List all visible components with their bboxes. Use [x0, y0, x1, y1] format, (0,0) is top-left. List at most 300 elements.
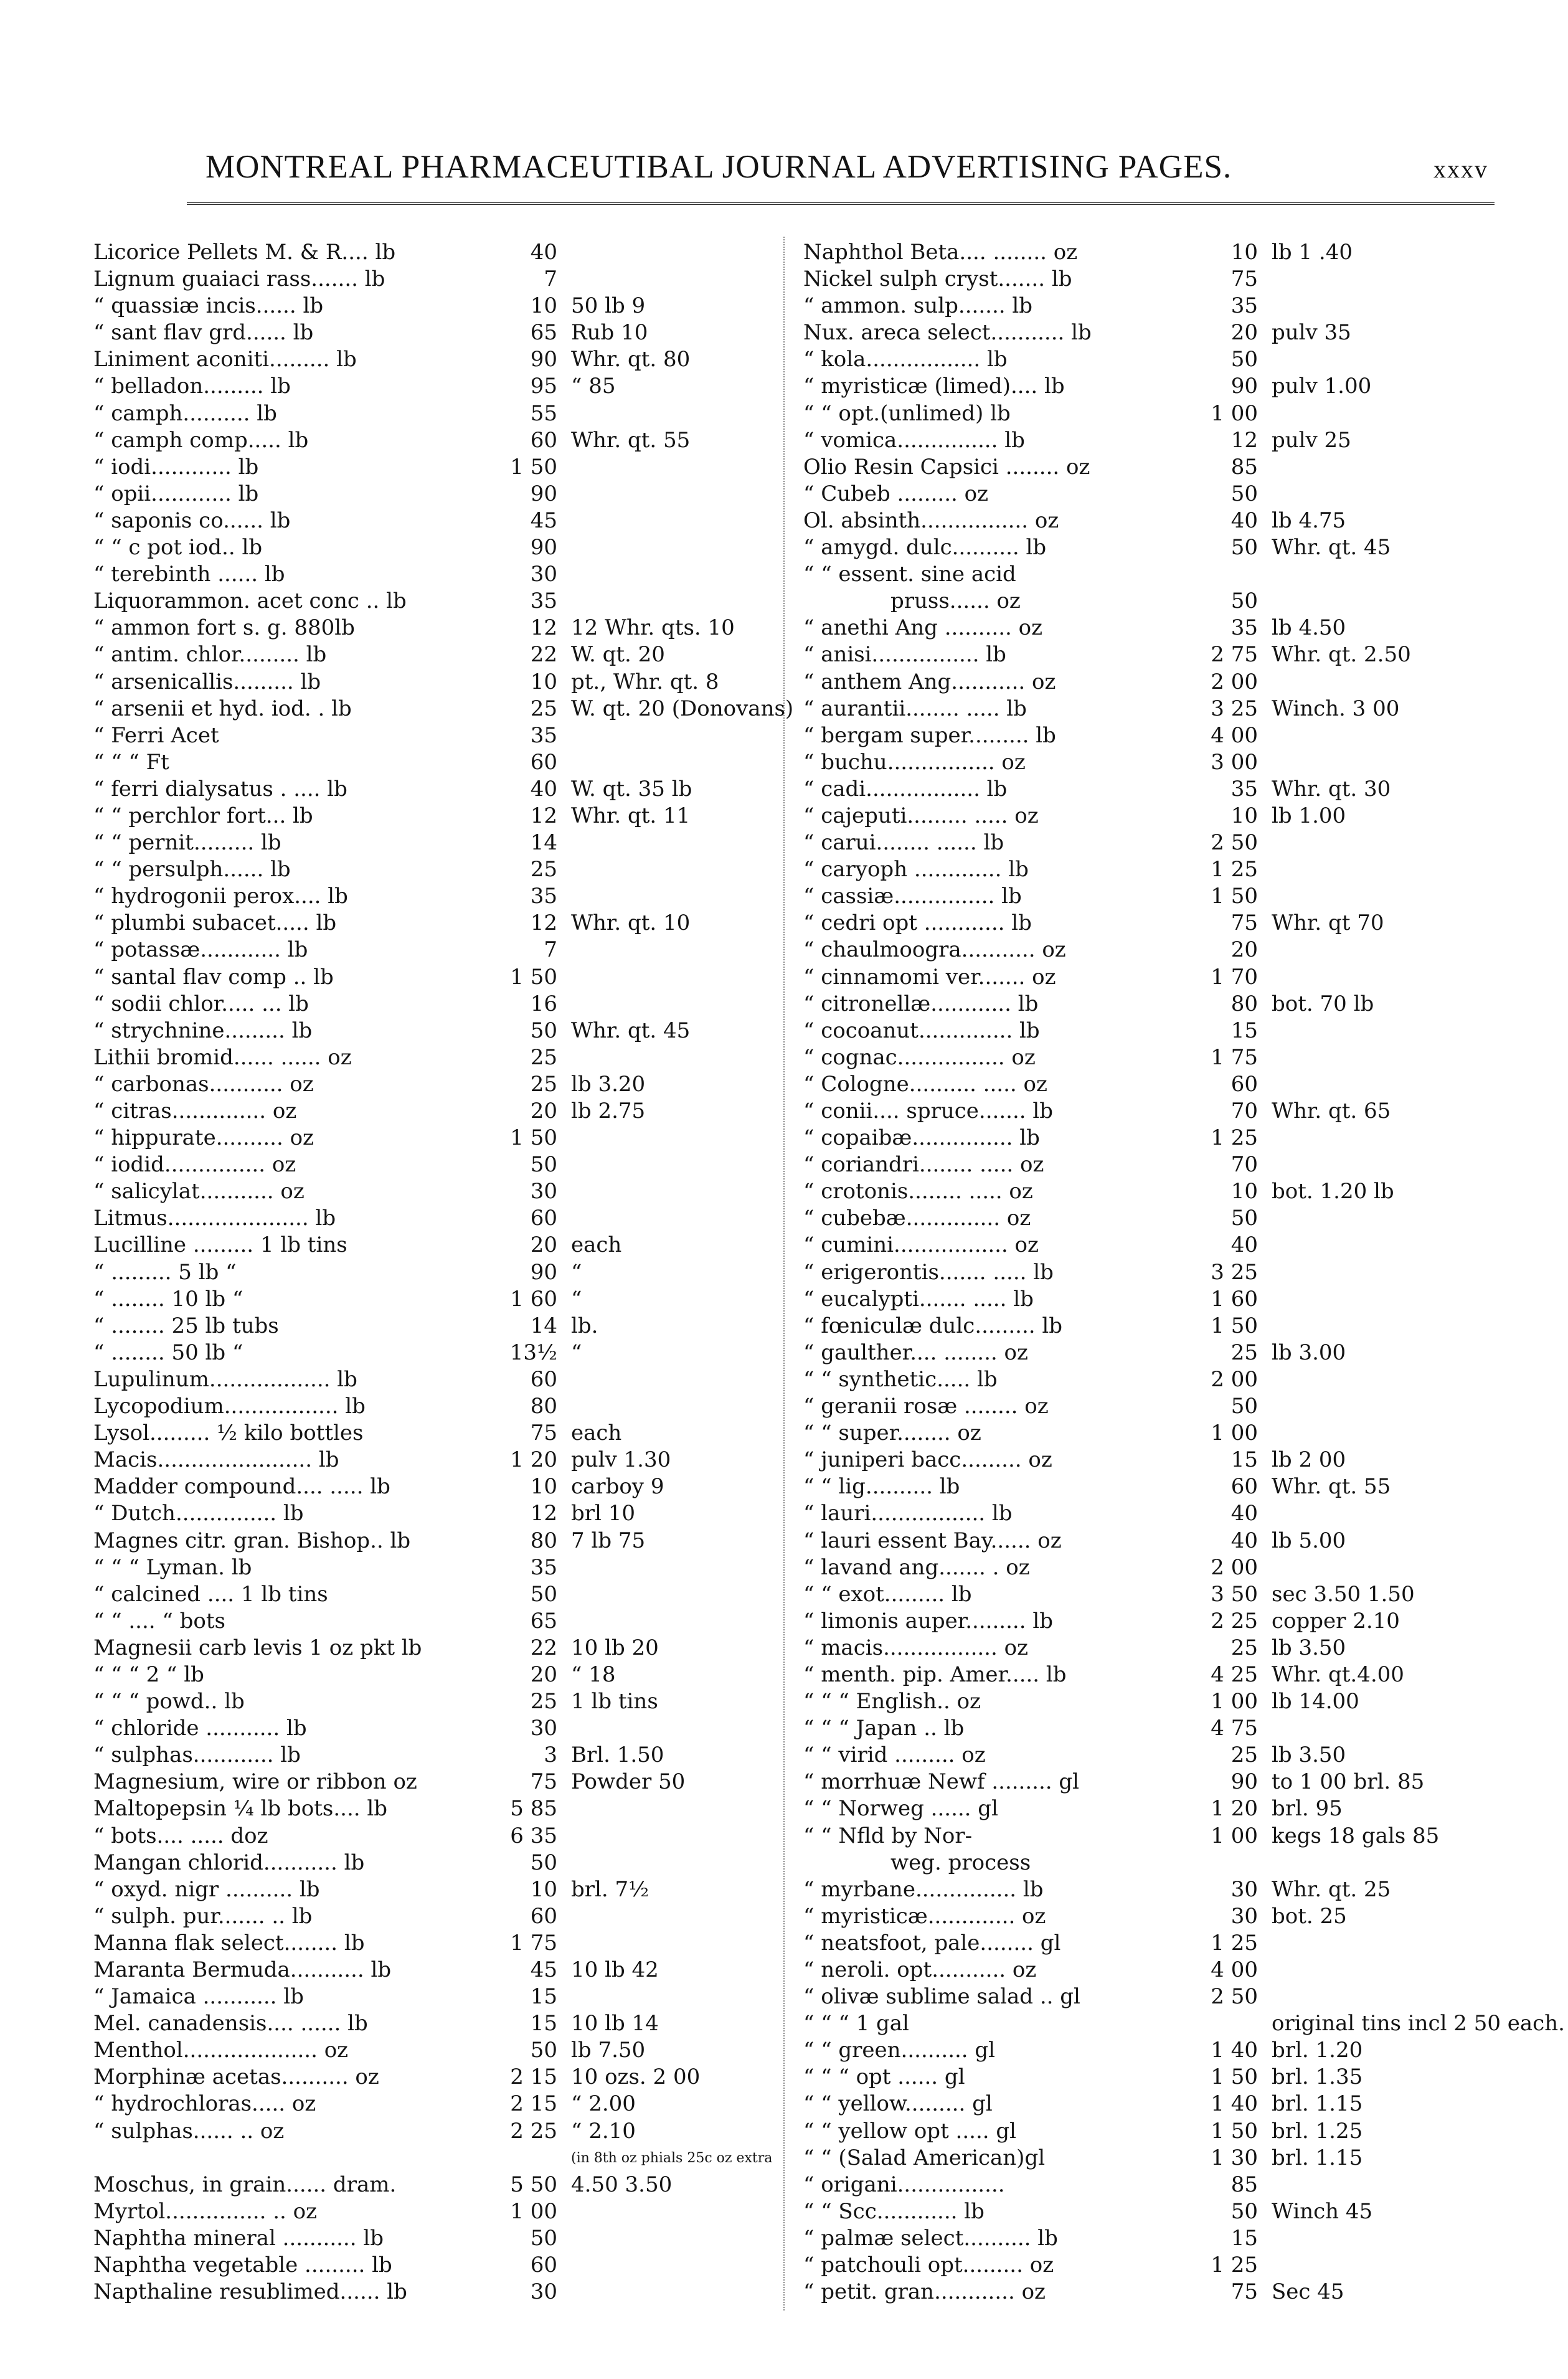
item-name: Madder compound.... ..... lb	[93, 1474, 390, 1500]
item-price: 90	[1230, 1769, 1258, 1795]
item-name: “ “ lig.......... lb	[803, 1474, 960, 1500]
price-list-entry	[803, 2279, 1565, 2306]
item-note: 12 Whr. qts. 10	[571, 615, 735, 641]
price-list-entry	[93, 1688, 793, 1715]
item-note	[565, 1554, 571, 1581]
item-note: 10 lb 20	[571, 1635, 659, 1660]
item-note	[565, 1850, 571, 1876]
item-price: 20	[1230, 937, 1258, 963]
item-price: 40	[1230, 1528, 1258, 1553]
item-name: “ anethi Ang .......... oz	[803, 615, 1043, 641]
item-name: “ quassiæ incis...... lb	[93, 293, 324, 319]
item-note: “ 18	[571, 1662, 616, 1687]
item-note	[565, 883, 571, 910]
price-list-entry	[93, 1473, 793, 1500]
price-list-entry	[803, 2064, 1565, 2091]
item-note: “ 85	[571, 374, 616, 399]
item-note	[565, 1930, 571, 1957]
item-note	[565, 239, 571, 266]
item-name: “ anthem Ang........... oz	[803, 669, 1056, 694]
item-name: “ opii............ lb	[93, 481, 259, 506]
price-list-entry	[93, 2010, 793, 2037]
item-note	[1265, 588, 1272, 615]
item-name: “ “ “ Ft	[93, 749, 169, 775]
price-list-entry	[93, 991, 793, 1018]
item-note	[1265, 1420, 1272, 1447]
item-name: Litmus..................... lb	[93, 1206, 336, 1231]
price-list-entry	[93, 1205, 793, 1232]
item-note: to 1 00 brl. 85	[1272, 1769, 1425, 1795]
item-price: 55	[530, 400, 557, 426]
item-name: “ “ synthetic..... lb	[803, 1366, 998, 1392]
item-name: “ erigerontis....... ..... lb	[803, 1259, 1054, 1285]
item-price: 35	[1230, 615, 1258, 641]
item-note	[1265, 1071, 1272, 1098]
item-note: Sec 45	[1272, 2279, 1344, 2305]
item-name: “ myristicæ............. oz	[803, 1903, 1046, 1929]
item-price: 20	[1230, 320, 1258, 346]
item-note	[565, 749, 571, 776]
item-note	[1265, 400, 1272, 427]
price-list-entry	[93, 1795, 793, 1822]
item-price: 75	[530, 1769, 557, 1795]
item-price: 4 75	[1211, 1716, 1258, 1741]
price-list-entry	[93, 1044, 793, 1071]
item-name: “ “ yellow opt ..... gl	[803, 2118, 1017, 2144]
item-note: 10 lb 42	[571, 1957, 659, 1982]
item-price: 1 70	[1211, 964, 1258, 990]
item-name: “ fœniculæ dulc......... lb	[803, 1313, 1063, 1338]
item-price: 2 00	[1211, 669, 1258, 694]
price-list-entry	[803, 910, 1565, 937]
item-name: “ hydrogonii perox.... lb	[93, 884, 348, 909]
item-price: 10	[1230, 1179, 1258, 1204]
item-price	[1171, 561, 1265, 588]
item-price: 30	[530, 562, 557, 587]
item-price: 12	[530, 615, 557, 641]
price-list-entry	[803, 2010, 1565, 2037]
item-note: “ 2.10	[571, 2118, 636, 2144]
price-list-entry	[93, 1635, 793, 1662]
item-name: Lupulinum.................. lb	[93, 1366, 357, 1392]
item-note	[565, 400, 571, 427]
item-name	[93, 2145, 479, 2172]
price-list-entry	[803, 508, 1565, 534]
item-name: “ morrhuæ Newf ......... gl	[803, 1769, 1080, 1795]
item-price: 1 20	[1211, 1796, 1258, 1822]
item-note	[1265, 481, 1272, 508]
item-name: Mel. canadensis.... ...... lb	[93, 2011, 368, 2036]
item-price: 40	[530, 776, 557, 802]
price-list-entry	[803, 2145, 1565, 2172]
item-price: 40	[1230, 508, 1258, 533]
item-name: Naphtha vegetable ......... lb	[93, 2253, 392, 2278]
item-price: 4 00	[1211, 1957, 1258, 1982]
item-note	[1265, 883, 1272, 910]
price-list-entry	[803, 1662, 1565, 1688]
item-price: 50	[1230, 2198, 1258, 2224]
item-price: 3 00	[1211, 749, 1258, 775]
item-note	[565, 830, 571, 856]
price-list-entry	[93, 2252, 793, 2279]
price-list-entry	[803, 1795, 1565, 1822]
price-list-entry	[803, 1876, 1565, 1903]
item-price	[1171, 1850, 1265, 1876]
item-name: “ “ “ powd.. lb	[93, 1689, 245, 1714]
item-price: 95	[530, 374, 557, 399]
price-list-entry	[93, 454, 793, 481]
item-price: 75	[530, 1421, 557, 1446]
item-name: “ ferri dialysatus . .... lb	[93, 776, 347, 802]
item-price: 60	[1230, 1474, 1258, 1500]
item-price: 25	[530, 1689, 557, 1714]
item-note: Winch 45	[1272, 2198, 1373, 2224]
item-name: “ “ Nfld by Nor-	[803, 1823, 973, 1848]
item-price: 30	[530, 1179, 557, 1204]
price-list-entry	[803, 1286, 1565, 1313]
item-name: “ “ persulph...... lb	[93, 857, 291, 882]
price-list-entry	[93, 1850, 793, 1876]
item-note	[565, 964, 571, 991]
item-price: 7	[544, 937, 557, 963]
item-name: Lignum guaiaci rass....... lb	[93, 267, 385, 292]
item-note	[1265, 856, 1272, 883]
item-price: 10	[530, 1474, 557, 1500]
price-list-entry	[93, 1071, 793, 1098]
item-note: 10 ozs. 2 00	[571, 2064, 701, 2090]
item-note: Whr. qt. 45	[571, 1018, 691, 1043]
item-price: 1 30	[1211, 2145, 1258, 2170]
item-note: brl. 1.25	[1272, 2118, 1363, 2144]
item-price: 2 00	[1211, 1366, 1258, 1392]
item-note: bot. 1.20 lb	[1272, 1179, 1394, 1204]
item-name: “ “ virid ......... oz	[803, 1743, 986, 1768]
item-price: 35	[530, 722, 557, 748]
price-list-entry	[93, 964, 793, 991]
price-list-entry	[803, 856, 1565, 883]
item-note	[565, 1608, 571, 1635]
item-name: Lucilline ......... 1 lb tins	[93, 1232, 347, 1258]
item-note: Powder 50	[571, 1769, 686, 1795]
item-price: 1 00	[1211, 1421, 1258, 1446]
price-list-entry	[803, 2118, 1565, 2145]
item-price: 20	[530, 1662, 557, 1687]
item-name: “ cocoanut.............. lb	[803, 1018, 1040, 1043]
item-price: 1 25	[1211, 2253, 1258, 2278]
item-note	[565, 561, 571, 588]
item-note	[565, 2279, 571, 2306]
price-list-entry	[803, 2252, 1565, 2279]
item-name: “ origani................	[803, 2172, 1005, 2197]
item-price: 1 25	[1211, 1125, 1258, 1151]
item-name: Macis....................... lb	[93, 1447, 339, 1473]
item-name: Napthaline resublimed...... lb	[93, 2279, 407, 2305]
price-list-entry	[93, 588, 793, 615]
item-name: “ cognac................ oz	[803, 1044, 1036, 1070]
item-note	[565, 1178, 571, 1205]
price-list-entry	[93, 1715, 793, 1742]
item-price: 1 60	[510, 1286, 557, 1312]
item-name: “ myrbane............... lb	[803, 1876, 1044, 1902]
item-name: “ limonis auper......... lb	[803, 1608, 1053, 1634]
item-name: “ copaibæ............... lb	[803, 1125, 1040, 1151]
price-list-entry	[93, 266, 793, 293]
price-list-entry	[93, 1608, 793, 1635]
item-price: 1 40	[1211, 2038, 1258, 2063]
item-note: lb 2 00	[1272, 1447, 1346, 1473]
item-note	[565, 534, 571, 561]
item-price: 22	[530, 642, 557, 668]
price-list-entry	[803, 776, 1565, 803]
item-note: Rub 10	[571, 320, 648, 346]
item-note	[1265, 669, 1272, 696]
item-note	[565, 2225, 571, 2252]
item-note: Whr. qt. 11	[571, 803, 691, 828]
item-price: 2 75	[1211, 642, 1258, 668]
item-note	[565, 1366, 571, 1393]
item-note: lb 4.50	[1272, 615, 1346, 641]
item-price: 50	[1230, 589, 1258, 614]
price-list-entry	[93, 1500, 793, 1527]
item-price: 14	[530, 1313, 557, 1338]
price-list-entry	[803, 266, 1565, 293]
item-price: 1 50	[510, 964, 557, 990]
item-name: “ hippurate.......... oz	[93, 1125, 314, 1151]
item-name: “ chaulmoogra........... oz	[803, 937, 1066, 963]
item-price: 75	[1230, 2279, 1258, 2305]
item-name: “ sulphas............ lb	[93, 1743, 301, 1768]
item-price: 15	[1230, 1018, 1258, 1043]
item-price: 50	[1230, 347, 1258, 372]
price-list-entry	[803, 2172, 1565, 2198]
item-name: “ “ essent. sine acid	[803, 562, 1016, 587]
item-price: 5 50	[510, 2172, 557, 2197]
item-note: brl. 1.20	[1272, 2038, 1363, 2063]
price-list-entry	[93, 1957, 793, 1984]
item-note	[1265, 1259, 1272, 1286]
item-note	[1265, 1313, 1272, 1340]
item-note	[1265, 293, 1272, 319]
item-name: “ “ Scc............ lb	[803, 2198, 985, 2224]
item-name: Magnesii carb levis 1 oz pkt lb	[93, 1635, 422, 1660]
item-name: “ “ “ opt ...... gl	[803, 2064, 965, 2090]
price-list-entry	[93, 1018, 793, 1044]
item-price: 25	[1230, 1340, 1258, 1365]
item-note: lb 3.50	[1272, 1743, 1346, 1768]
item-price: 25	[530, 1044, 557, 1070]
item-price: 2 15	[510, 2091, 557, 2117]
item-note: Whr. qt. 10	[571, 910, 691, 936]
price-list-entry	[93, 883, 793, 910]
item-name: “ cubebæ.............. oz	[803, 1206, 1031, 1231]
item-note	[1265, 1850, 1272, 1876]
item-name: “ “ yellow......... gl	[803, 2091, 993, 2117]
item-price: 70	[1230, 1152, 1258, 1178]
price-list-entry	[803, 427, 1565, 454]
item-note	[565, 1903, 571, 1930]
price-list-entry	[803, 2198, 1565, 2225]
item-name: Olio Resin Capsici ........ oz	[803, 454, 1090, 480]
item-name: “ “ “ 1 gal	[803, 2011, 909, 2036]
item-name: “ olivæ sublime salad .. gl	[803, 1984, 1080, 2010]
item-price: 15	[530, 2011, 557, 2036]
item-name: “ camph comp..... lb	[93, 427, 309, 453]
item-note: lb 3.00	[1272, 1340, 1346, 1365]
item-note: W. qt. 20 (Donovans)	[571, 696, 794, 721]
item-name: Lysol......... ½ kilo bottles	[93, 1421, 364, 1446]
item-price: 35	[1230, 293, 1258, 319]
item-name: “ “ “ Lyman. lb	[93, 1554, 252, 1580]
item-note: pt., Whr. qt. 8	[571, 669, 719, 694]
item-name: Morphinæ acetas.......... oz	[93, 2064, 379, 2090]
price-list-entry	[93, 1125, 793, 1152]
item-note	[565, 1152, 571, 1178]
price-list-entry	[803, 1447, 1565, 1473]
price-list-entry	[93, 2064, 793, 2091]
item-price: 50	[1230, 1394, 1258, 1419]
item-price: 1 00	[510, 2198, 557, 2224]
item-note	[1265, 1152, 1272, 1178]
item-note: (in 8th oz phials 25c oz extra	[571, 2150, 773, 2166]
price-list-entry	[93, 2225, 793, 2252]
price-list-entry	[93, 1420, 793, 1447]
price-list-entry	[803, 534, 1565, 561]
price-list-entry	[93, 400, 793, 427]
item-name: pruss...... oz	[890, 589, 1021, 614]
item-name: “ “ (Salad American)gl	[803, 2145, 1046, 2170]
item-note: pulv 25	[1272, 427, 1351, 453]
price-list-entry	[803, 1098, 1565, 1125]
item-price: 2 15	[510, 2064, 557, 2090]
price-list-entry	[803, 1152, 1565, 1178]
price-list-entry	[93, 696, 793, 722]
right-price-column	[803, 239, 1565, 2306]
item-name: “ ........ 25 lb tubs	[93, 1313, 279, 1338]
item-note	[1265, 1018, 1272, 1044]
item-name: “ carui........ ...... lb	[803, 830, 1004, 856]
item-name: “ myristicæ (limed).... lb	[803, 374, 1065, 399]
item-name: Maltopepsin ¼ lb bots.... lb	[93, 1796, 387, 1822]
item-note: pulv 1.30	[571, 1447, 671, 1473]
item-name: “ cedri opt ............ lb	[803, 910, 1032, 936]
item-name: “ strychnine......... lb	[93, 1018, 313, 1043]
item-name: “ menth. pip. Amer..... lb	[803, 1662, 1067, 1687]
item-price: 60	[530, 1903, 557, 1929]
price-list-entry	[803, 346, 1565, 373]
item-note	[1265, 1715, 1272, 1742]
price-list-entry	[803, 830, 1565, 856]
item-price: 1 25	[1211, 857, 1258, 882]
price-list-entry	[803, 803, 1565, 830]
item-price: 10	[530, 1876, 557, 1902]
item-note	[1265, 1125, 1272, 1152]
item-note	[565, 2198, 571, 2225]
price-list-entry	[803, 1044, 1565, 1071]
item-note	[1265, 1232, 1272, 1259]
page-number: xxxv	[1433, 155, 1488, 183]
item-price: 80	[530, 1394, 557, 1419]
price-list-entry	[803, 1608, 1565, 1635]
item-name: “ ammon. sulp....... lb	[803, 293, 1033, 319]
item-note: lb 4.75	[1272, 508, 1346, 533]
item-name: “ eucalypti....... ..... lb	[803, 1286, 1034, 1312]
item-price: 25	[530, 857, 557, 882]
price-list-entry	[93, 937, 793, 963]
item-name: “ juniperi bacc......... oz	[803, 1447, 1052, 1473]
item-price: 1 50	[510, 454, 557, 480]
item-price: 10	[530, 293, 557, 319]
item-note	[1265, 454, 1272, 481]
item-name: Lithii bromid...... ...... oz	[93, 1044, 352, 1070]
item-name: “ Dutch............... lb	[93, 1501, 304, 1526]
item-name: “ cinnamomi ver....... oz	[803, 964, 1056, 990]
item-name: “ geranii rosæ ........ oz	[803, 1394, 1049, 1419]
item-note: bot. 25	[1272, 1903, 1347, 1929]
item-note	[1265, 1366, 1272, 1393]
item-name: “ ammon fort s. g. 880lb	[93, 615, 355, 641]
item-price: 25	[1230, 1743, 1258, 1768]
item-name: “ cajeputi......... ..... oz	[803, 803, 1039, 828]
item-note	[1265, 830, 1272, 856]
item-price: 75	[1230, 267, 1258, 292]
price-list-entry	[93, 669, 793, 696]
price-list-entry	[803, 1125, 1565, 1152]
item-name: “ arsenii et hyd. iod. . lb	[93, 696, 352, 721]
item-price: 20	[530, 1232, 557, 1258]
item-name: “ sulph. pur....... .. lb	[93, 1903, 313, 1929]
price-list-entry	[803, 2037, 1565, 2064]
item-note	[1265, 964, 1272, 991]
price-list-entry	[93, 2037, 793, 2064]
item-price: 35	[530, 1554, 557, 1580]
item-note	[565, 937, 571, 963]
item-name: “ “ exot......... lb	[803, 1581, 972, 1607]
price-list-entry	[803, 1635, 1565, 1662]
item-price: 1 40	[1211, 2091, 1258, 2117]
item-price: 12	[530, 1501, 557, 1526]
item-name: “ iodid............... oz	[93, 1152, 296, 1178]
item-name: “ Cubeb ......... oz	[803, 481, 989, 506]
item-note	[1265, 346, 1272, 373]
price-list-entry	[93, 1340, 793, 1366]
item-name: “ kola................. lb	[803, 347, 1008, 372]
item-name: “ cadi................. lb	[803, 776, 1008, 802]
item-price: 1 25	[1211, 1930, 1258, 1956]
item-price: 3 25	[1211, 696, 1258, 721]
item-price: 90	[1230, 374, 1258, 399]
item-note: lb 5.00	[1272, 1528, 1346, 1553]
item-note	[565, 722, 571, 749]
item-note: copper 2.10	[1272, 1608, 1400, 1634]
item-price: 50	[530, 2225, 557, 2251]
price-list-entry	[803, 1715, 1565, 1742]
item-note: 4.50 3.50	[571, 2172, 673, 2197]
item-name: “ patchouli opt......... oz	[803, 2253, 1054, 2278]
item-price: 45	[530, 1957, 557, 1982]
item-name: “ ......... 5 lb “	[93, 1259, 237, 1285]
price-list-entry	[93, 1984, 793, 2010]
item-name: “ palmæ select.......... lb	[803, 2225, 1058, 2251]
item-name: “ lauri essent Bay...... oz	[803, 1528, 1062, 1553]
item-note: pulv 1.00	[1272, 374, 1372, 399]
item-name: Naphtha mineral ........... lb	[93, 2225, 384, 2251]
item-note: Whr. qt. 80	[571, 347, 691, 372]
item-price: 90	[530, 481, 557, 506]
price-list-entry	[803, 1420, 1565, 1447]
item-note	[1265, 2252, 1272, 2279]
item-note: Winch. 3 00	[1272, 696, 1400, 721]
item-note	[565, 1823, 571, 1850]
